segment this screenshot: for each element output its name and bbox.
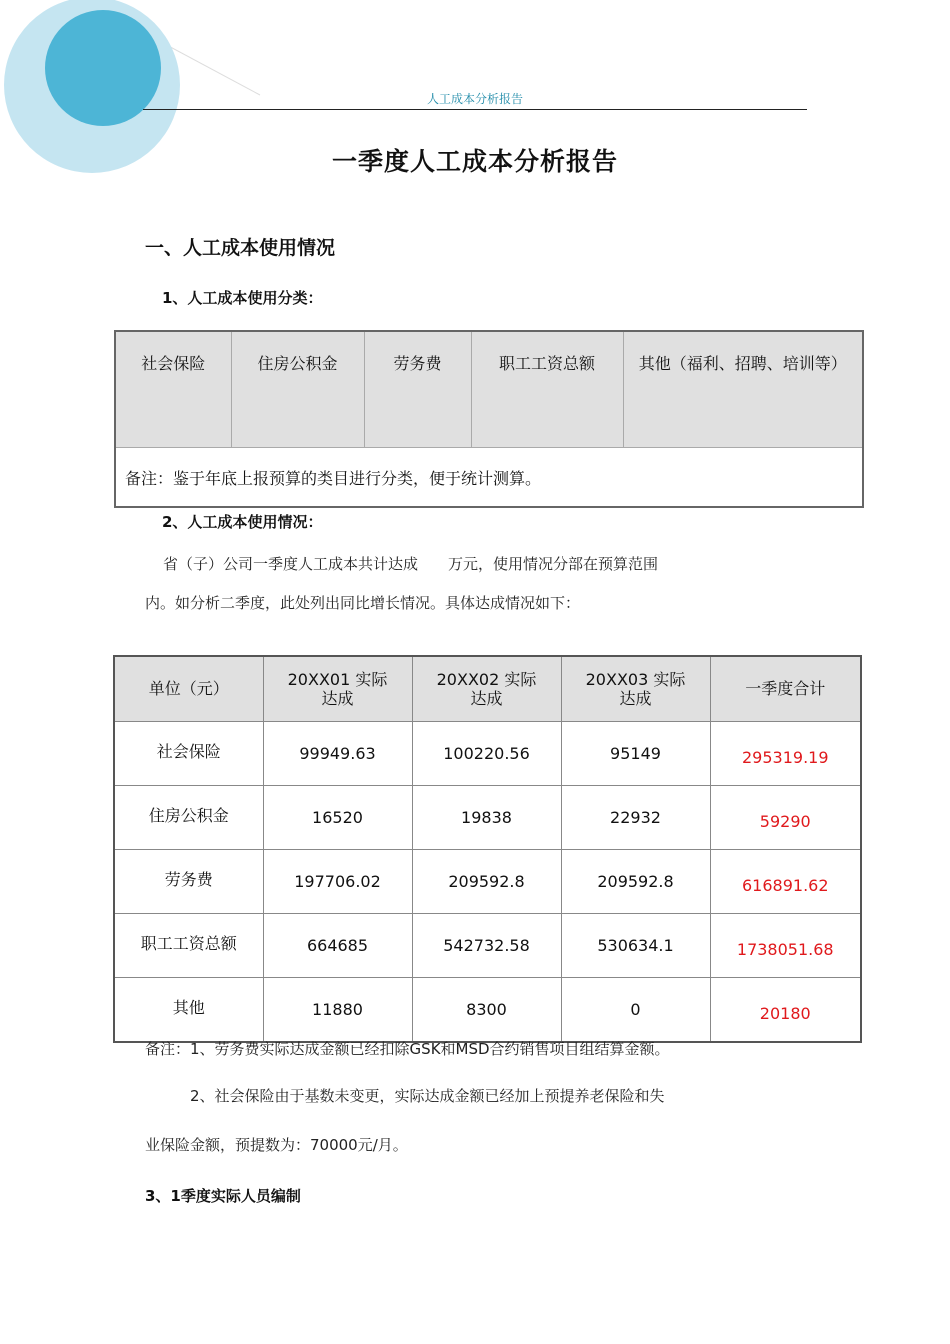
note-2-line-2: 业保险金额，预提数为：70000元/月。 <box>145 1136 408 1154</box>
column-header: 单位（元） <box>114 656 263 722</box>
document-title: 一季度人工成本分析报告 <box>331 147 618 176</box>
value-cell: 8300 <box>412 978 561 1043</box>
value-cell: 100220.56 <box>412 722 561 786</box>
unit-cell: 住房公积金 <box>114 786 263 850</box>
category-table <box>114 330 864 508</box>
value-cell: 19838 <box>412 786 561 850</box>
column-header: 20XX03 实际达成 <box>561 656 710 722</box>
category-cell: 社会保险 <box>115 331 231 448</box>
category-note: 备注：鉴于年底上报预算的类目进行分类，便于统计测算。 <box>115 448 863 508</box>
summary-paragraph-line-1: 省（子）公司一季度人工成本共计达成 万元，使用情况分部在预算范围 <box>163 555 659 573</box>
table-row <box>114 978 861 1043</box>
value-cell: 16520 <box>263 786 412 850</box>
value-cell: 664685 <box>263 914 412 978</box>
total-cell: 1738051.68 <box>710 914 861 978</box>
category-note-row <box>115 448 863 508</box>
value-cell: 95149 <box>561 722 710 786</box>
unit-cell: 其他 <box>114 978 263 1043</box>
value-cell: 209592.8 <box>412 850 561 914</box>
subsection-heading-3: 3、1季度实际人员编制 <box>145 1187 301 1205</box>
category-header-row <box>115 331 863 448</box>
value-cell: 22932 <box>561 786 710 850</box>
value-cell: 530634.1 <box>561 914 710 978</box>
category-cell: 劳务费 <box>364 331 471 448</box>
unit-cell: 劳务费 <box>114 850 263 914</box>
total-cell: 616891.62 <box>710 850 861 914</box>
category-cell: 其他（福利、招聘、培训等） <box>623 331 863 448</box>
value-cell: 542732.58 <box>412 914 561 978</box>
table-row <box>114 850 861 914</box>
cost-data-table <box>113 655 862 1043</box>
total-cell: 59290 <box>710 786 861 850</box>
table-row <box>114 722 861 786</box>
column-header: 20XX01 实际达成 <box>263 656 412 722</box>
total-cell: 20180 <box>710 978 861 1043</box>
unit-cell: 社会保险 <box>114 722 263 786</box>
value-cell: 0 <box>561 978 710 1043</box>
subsection-heading-2: 2、人工成本使用情况： <box>162 513 323 531</box>
note-1: 备注：1、劳务费实际达成金额已经扣除GSK和MSD合约销售项目组结算金额。 <box>145 1040 670 1058</box>
table-row <box>114 786 861 850</box>
summary-paragraph-line-2: 内。如分析二季度，此处列出同比增长情况。具体达成情况如下： <box>145 594 581 612</box>
header-rule <box>143 109 807 110</box>
value-cell: 11880 <box>263 978 412 1043</box>
table-header-row <box>114 656 861 722</box>
total-cell: 295319.19 <box>710 722 861 786</box>
column-header: 一季度合计 <box>710 656 861 722</box>
value-cell: 197706.02 <box>263 850 412 914</box>
column-header: 20XX02 实际达成 <box>412 656 561 722</box>
subsection-heading-1: 1、人工成本使用分类： <box>162 289 323 307</box>
table-row <box>114 914 861 978</box>
unit-cell: 职工工资总额 <box>114 914 263 978</box>
section-heading-1: 一、人工成本使用情况 <box>145 237 336 259</box>
value-cell: 99949.63 <box>263 722 412 786</box>
running-header: 人工成本分析报告 <box>426 92 523 106</box>
category-cell: 住房公积金 <box>231 331 364 448</box>
value-cell: 209592.8 <box>561 850 710 914</box>
category-cell: 职工工资总额 <box>471 331 623 448</box>
note-2-line-1: 2、社会保险由于基数未变更，实际达成金额已经加上预提养老保险和失 <box>190 1087 665 1105</box>
